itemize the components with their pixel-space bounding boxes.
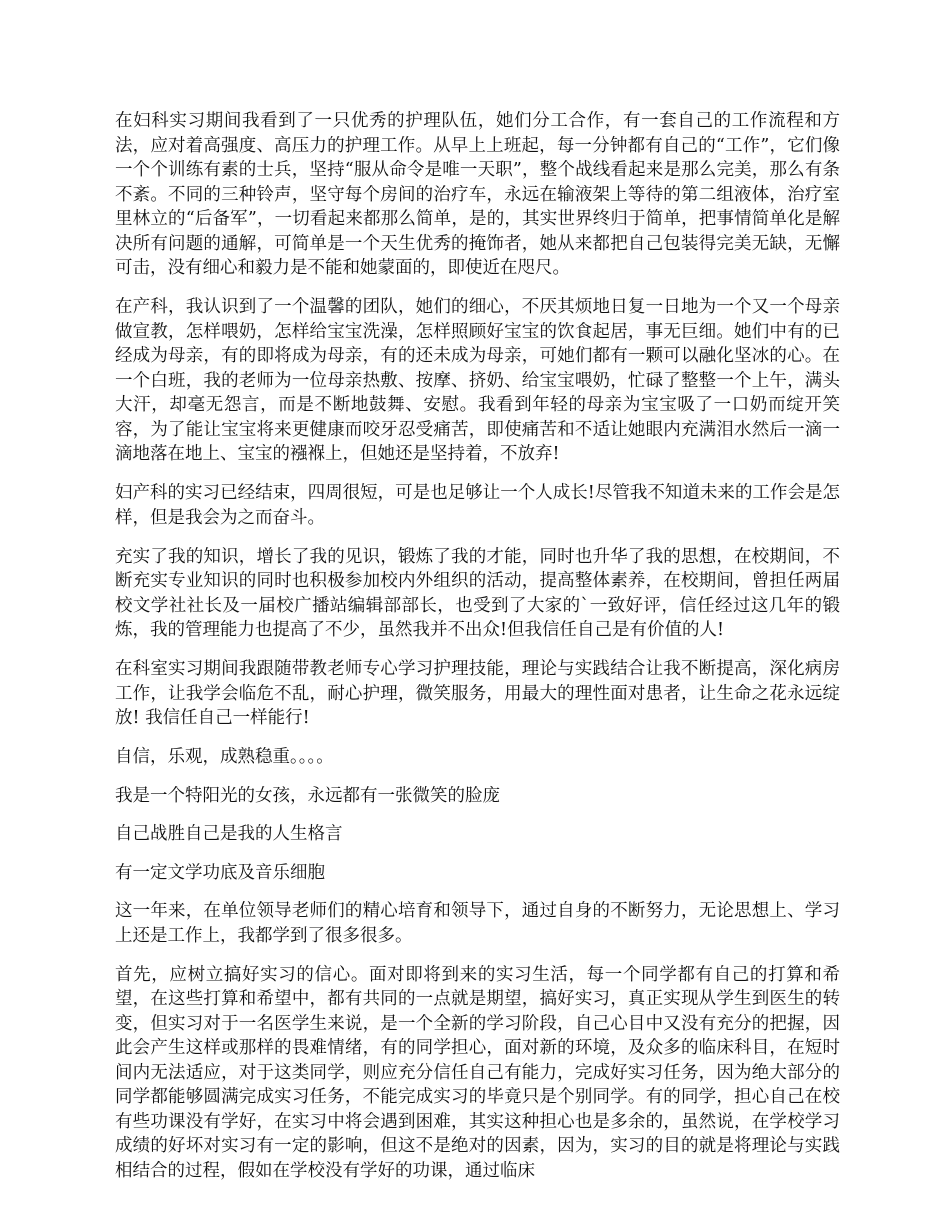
paragraph-confidence: 自信，乐观，成熟稳重。。。。 (115, 747, 334, 767)
paragraph-sunny-girl: 我是一个特阳光的女孩，永远都有一张微笑的脸庞 (115, 785, 500, 806)
paragraph-obstetrics: 在产科，我认识到了一个温馨的团队，她们的细心，不厌其烦地日复一日地为一个又一个母亲做宣教，怎样喂奶，怎样给宝宝洗澡，怎样照顾好宝宝的饮食起居，事无巨细。她们中有的已经成为母亲，有的即将成为母亲，有的还未成为母亲，可她们都有一颗可以融化坚冰的心。在一个白班，我的老师为一位母亲热敷、按摩、挤奶、给宝宝喂奶，忙碌了整整一个上午，满头大汗，却毫无怨言，而是不断地鼓舞、安慰。我看到年轻的母亲为宝宝吸了一口奶而绽开笑容，为了能让宝宝将来更健康而咬牙忍受痛苦，即使痛苦和不适让她眼内充满泪水然后一滴一滴地落在地上、宝宝的襁褓上，但她还是坚持着，不放弃! (115, 297, 840, 464)
paragraph-internship-end: 妇产科的实习已经结束，四周很短，可是也足够让一个人成长!尽管我不知道未来的工作会是怎样，但是我会为之而奋斗。 (115, 483, 840, 528)
paragraph-gynecology: 在妇科实习期间我看到了一只优秀的护理队伍，她们分工合作，有一套自己的工作流程和方法，应对着高强度、高压力的护理工作。从早上上班起，每一分钟都有自己的“工作”，它们像一个个训练有素的士兵，坚持“服从命令是唯一天职”，整个战线看起来是那么完美，那么有条不紊。不同的三种铃声，坚守每个房间的治疗车，永远在输液架上等待的第二组液体，治疗室里林立的“后备军”，一切看起来都那么简单，是的，其实世界终归于简单，把事情简单化是解决所有问题的通解，可简单是一个天生优秀的掩饰者，她从来都把自己包装得完美无缺，无懈可击，没有细心和毅力是不能和她蒙面的，即使近在咫尺。 (115, 111, 840, 278)
paragraph-talents: 有一定文学功底及音乐细胞 (115, 862, 325, 883)
paragraph-self-growth: 充实了我的知识，增长了我的见识，锻炼了我的才能，同时也升华了我的思想，在校期间，不断充实专业知识的同时也积极参加校内外组织的活动，提高整体素养，在校期间，曾担任两届校文学社社长及一届校广播站编辑部部长，也受到了大家的`一致好评，信任经过这几年的锻炼，我的管理能力也提高了不少，虽然我并不出众!但我信任自己是有价值的人! (115, 546, 840, 640)
paragraph-department-practice: 在科室实习期间我跟随带教老师专心学习护理技能，理论与实践结合让我不断提高，深化病房工作，让我学会临危不乱，耐心护理，微笑服务，用最大的理性面对患者，让生命之花永远绽放! 我信任自己一样能行! (115, 659, 840, 728)
paragraph-internship-confidence: 首先，应树立搞好实习的信心。面对即将到来的实习生活，每一个同学都有自己的打算和希望，在这些打算和希望中，都有共同的一点就是期望，搞好实习，真正实现从学生到医生的转变，但实习对于一名医学生来说，是一个全新的学习阶段，自己心目中又没有充分的把握，因此会产生这样或那样的畏难情绪，有的同学担心，面对新的环境，及众多的临床科目，在短时间内无法适应，对于这类同学，则应充分信任自己有能力，完成好实习任务，因为绝大部分的同学都能够圆满完成实习任务，不能完成实习的毕竟只是个别同学。有的同学，担心自己在校有些功课没有学好，在实习中将会遇到困难，其实这种担心也是多余的，虽然说，在学校学习成绩的好坏对实习有一定的影响，但这不是绝对的因素，因为，实习的目的就是将理论与实践相结合的过程，假如在学校没有学好的功课，通过临床 (115, 964, 840, 1181)
paragraph-motto: 自己战胜自己是我的人生格言 (115, 824, 343, 844)
paragraph-year-summary: 这一年来，在单位领导老师们的精心培育和领导下，通过自身的不断努力，无论思想上、学习上还是工作上，我都学到了很多很多。 (115, 901, 840, 946)
document-body (115, 109, 840, 1198)
